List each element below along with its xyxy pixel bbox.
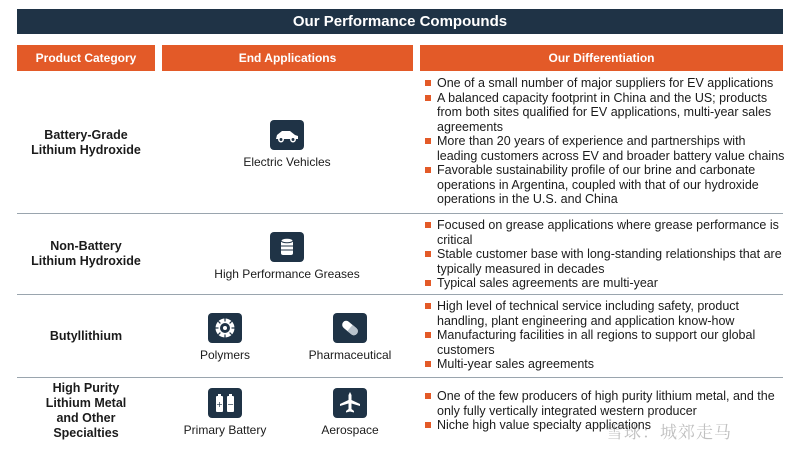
- differentiation-list: [424, 299, 786, 372]
- tire-icon: [208, 313, 242, 343]
- row-divider: [17, 213, 783, 214]
- row-divider: [17, 294, 783, 295]
- row-category: Butyllithium: [49, 328, 123, 343]
- watermark: 雪球：城郊走马: [606, 423, 732, 442]
- application-label: Aerospace: [321, 423, 379, 437]
- application-item: [305, 388, 395, 437]
- svg-text:+: +: [216, 400, 223, 409]
- car-icon: [270, 120, 304, 150]
- header-our-differentiation: Our Differentiation: [420, 45, 783, 71]
- application-label: Primary Battery: [183, 423, 267, 437]
- row-category: Battery-Grade Lithium Hydroxide: [31, 128, 141, 157]
- differentiation-point: High level of technical service including safety, product handling, plant engineering and application know-how: [424, 299, 786, 328]
- header-end-applications: End Applications: [162, 45, 413, 71]
- application-item: [180, 313, 270, 362]
- differentiation-point: Stable customer base with long-standing relationships that are typically measured in decades: [424, 247, 786, 276]
- differentiation-point: Typical sales agreements are multi-year: [424, 276, 786, 291]
- application-item: [202, 232, 372, 281]
- application-item: [172, 388, 278, 437]
- svg-text:−: −: [227, 400, 234, 409]
- row-divider: [17, 377, 783, 378]
- application-label: Electric Vehicles: [243, 155, 331, 169]
- application-label: Polymers: [199, 348, 250, 362]
- differentiation-point: Niche high value specialty applications: [424, 418, 786, 433]
- application-label: High Performance Greases: [214, 267, 360, 281]
- differentiation-point: One of a small number of major suppliers for EV applications: [424, 76, 786, 91]
- differentiation-point: Favorable sustainability profile of our brine and carbonate operations in Argentina, coupled with that of our hydroxide operations in the U.S. and China: [424, 163, 786, 207]
- differentiation-point: A balanced capacity footprint in China and the US; products from both sites qualified for EV applications, multi-year sales agreements: [424, 91, 786, 135]
- grease-can-icon: [270, 232, 304, 262]
- application-item: [300, 313, 400, 362]
- pill-icon: [333, 313, 367, 343]
- airplane-icon: [333, 388, 367, 418]
- header-product-category: Product Category: [17, 45, 155, 71]
- battery-icon: [208, 388, 242, 418]
- row-category: Non-Battery Lithium Hydroxide: [31, 239, 141, 268]
- differentiation-list: [424, 218, 786, 291]
- differentiation-point: Focused on grease applications where grease performance is critical: [424, 218, 786, 247]
- differentiation-list: [424, 76, 786, 207]
- differentiation-point: Manufacturing facilities in all regions to support our global customers: [424, 328, 786, 357]
- page-title: Our Performance Compounds: [17, 9, 783, 34]
- differentiation-point: One of the few producers of high purity lithium metal, and the only fully vertically integrated western producer: [424, 389, 786, 418]
- differentiation-point: Multi-year sales agreements: [424, 357, 786, 372]
- application-label: Pharmaceutical: [308, 348, 392, 362]
- row-category: High Purity Lithium Metal and Other Specialties: [45, 381, 127, 440]
- differentiation-point: More than 20 years of experience and partnerships with leading customers across EV and broader battery value chains: [424, 134, 786, 163]
- application-item: [212, 120, 362, 169]
